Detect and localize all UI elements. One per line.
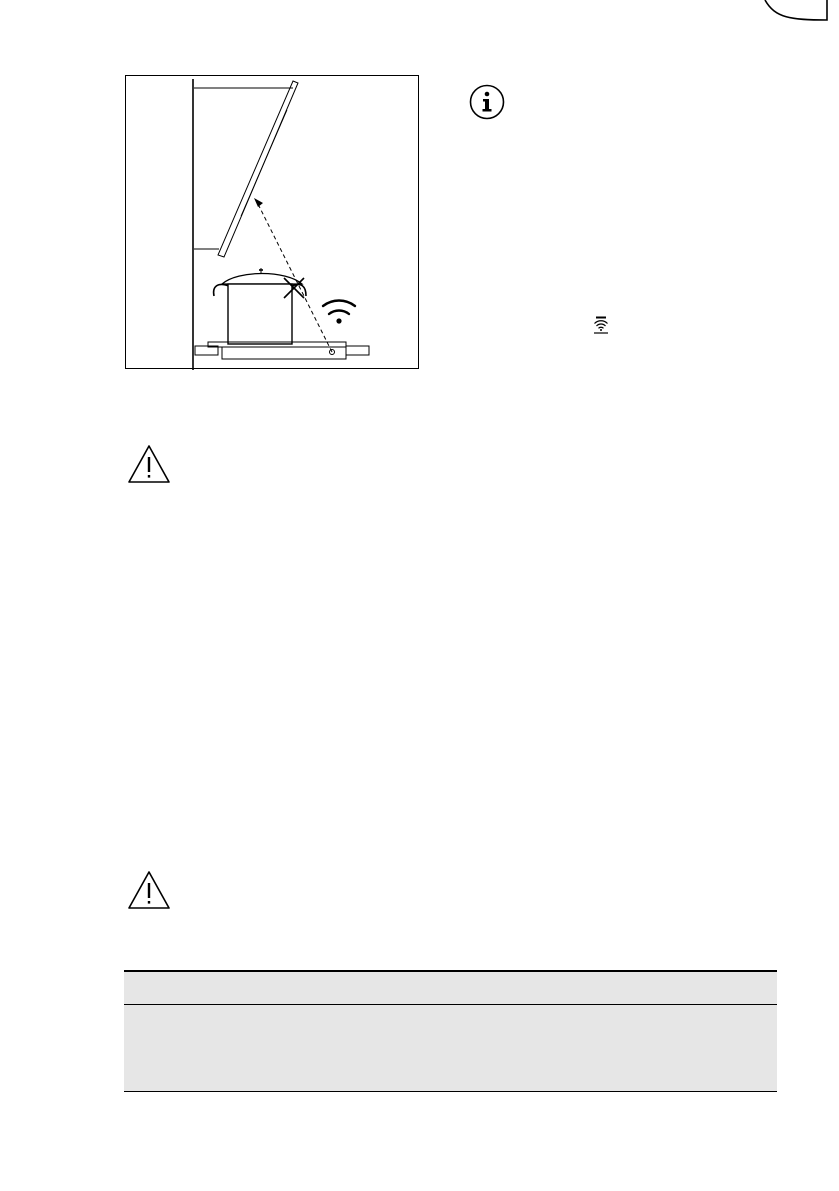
hob-wireless-symbol-icon [593,316,609,334]
hood-glass-panel [218,81,298,257]
pot-body [228,284,292,344]
table-header-row [124,971,777,1005]
illustration-drawing [126,76,420,370]
pot-handle-left [214,284,229,296]
hood-glass-inner [241,110,287,216]
page-corner-curve-icon [761,0,833,24]
table-cell [124,1005,777,1092]
wireless-signal-icon [323,300,355,314]
hob-body [222,347,346,359]
signal-arrow-head [254,198,263,207]
table-header-cell [124,971,777,1005]
table-row [124,1005,777,1092]
warning-triangle-icon [127,870,171,910]
info-table [124,970,777,1092]
warning-triangle-icon [127,444,171,484]
worktop-right [346,346,369,355]
pot-lid [222,274,302,285]
hood-hob-illustration [125,75,419,369]
info-icon [469,84,505,120]
